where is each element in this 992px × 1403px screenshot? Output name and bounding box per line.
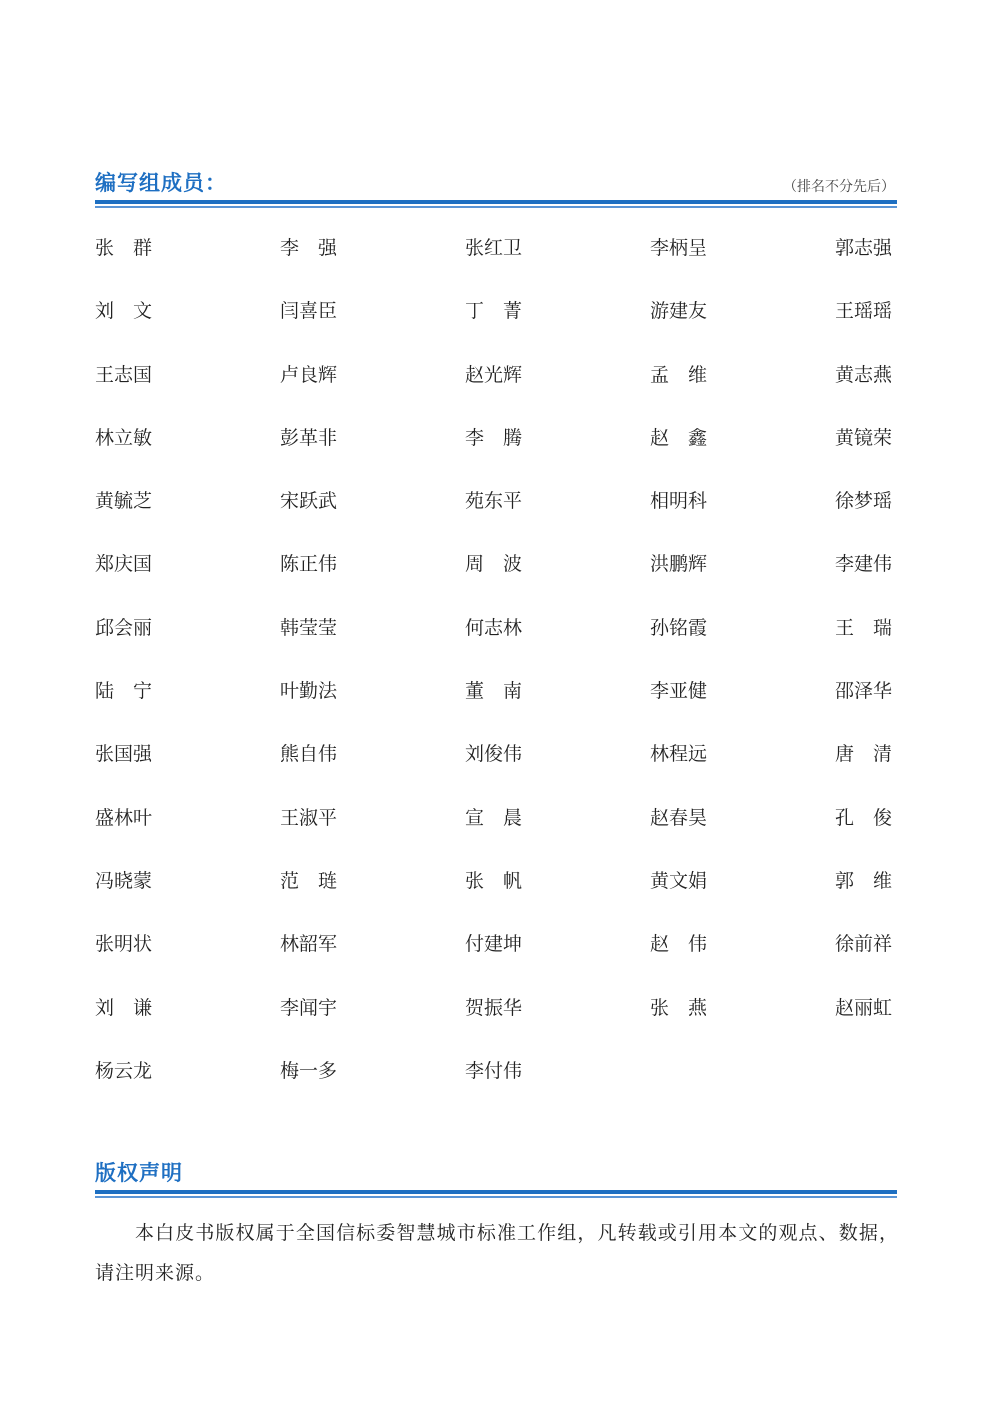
team-member-row — [95, 235, 897, 298]
team-member-name: 郭 维 — [835, 869, 893, 892]
team-member-name: 赵丽虹 — [835, 996, 893, 1019]
team-member-row — [95, 362, 897, 425]
team-member-name: 游建友 — [650, 300, 708, 323]
team-member-name: 李亚健 — [650, 680, 708, 703]
team-member-row — [95, 488, 897, 551]
team-member-name: 卢良辉 — [280, 363, 338, 386]
team-member-name: 张 帆 — [465, 869, 523, 892]
team-member-name: 刘 文 — [95, 300, 153, 323]
team-member-name: 李闻宇 — [280, 996, 338, 1019]
team-member-name: 黄志燕 — [835, 363, 893, 386]
team-member-name: 李 腾 — [465, 426, 523, 449]
team-member-row — [95, 551, 897, 614]
team-member-name: 孙铭霞 — [650, 616, 708, 639]
team-member-name: 洪鹏辉 — [650, 553, 708, 576]
team-member-name: 林程远 — [650, 743, 708, 766]
team-member-row — [95, 425, 897, 488]
team-member-name: 刘俊伟 — [465, 743, 523, 766]
team-member-name: 徐前祥 — [835, 933, 893, 956]
team-member-name: 宣 晨 — [465, 806, 523, 829]
team-member-name: 杨云龙 — [95, 1059, 153, 1082]
team-member-name: 李付伟 — [465, 1059, 523, 1082]
team-member-name: 林立敏 — [95, 426, 153, 449]
team-member-row — [95, 868, 897, 931]
team-member-name: 孟 维 — [650, 363, 708, 386]
team-member-name: 张国强 — [95, 743, 153, 766]
team-member-name: 黄文娟 — [650, 869, 708, 892]
team-member-name: 王志国 — [95, 363, 153, 386]
team-member-name: 周 波 — [465, 553, 523, 576]
team-member-name: 赵 鑫 — [650, 426, 708, 449]
team-member-name: 付建坤 — [465, 933, 523, 956]
team-member-name: 邵泽华 — [835, 680, 893, 703]
team-member-name: 孔 俊 — [835, 806, 893, 829]
team-member-name: 贺振华 — [465, 996, 523, 1019]
team-member-row — [95, 678, 897, 741]
team-member-name: 陈正伟 — [280, 553, 338, 576]
team-member-name: 韩莹莹 — [280, 616, 338, 639]
copyright-statement: 本白皮书版权属于全国信标委智慧城市标准工作组，凡转载或引用本文的观点、数据，请注明来源。 — [95, 1222, 899, 1284]
team-member-name: 赵春昊 — [650, 806, 708, 829]
team-member-name: 刘 谦 — [95, 996, 153, 1019]
team-member-name: 邱会丽 — [95, 616, 153, 639]
team-member-name: 宋跃武 — [280, 490, 338, 513]
team-member-name: 陆 宁 — [95, 680, 153, 703]
team-member-name: 丁 菁 — [465, 300, 523, 323]
team-member-grid — [95, 235, 897, 1121]
team-member-row — [95, 995, 897, 1058]
team-member-name: 张红卫 — [465, 237, 523, 259]
team-member-name: 张 燕 — [650, 996, 708, 1019]
team-member-name: 徐梦瑶 — [835, 490, 893, 513]
team-member-row — [95, 1058, 897, 1121]
team-member-name: 黄毓芝 — [95, 490, 153, 513]
team-member-row — [95, 931, 897, 994]
team-section-divider — [95, 200, 897, 208]
team-member-row — [95, 805, 897, 868]
team-member-name: 林韶军 — [280, 933, 338, 956]
team-member-name: 范 琏 — [280, 869, 338, 892]
team-member-name: 王 瑞 — [835, 616, 893, 639]
team-section-title: 编写组成员： — [95, 171, 227, 195]
team-member-name: 彭革非 — [280, 426, 338, 449]
copyright-section-header — [95, 1154, 897, 1184]
team-member-name: 何志林 — [465, 616, 523, 639]
team-member-name: 苑东平 — [465, 490, 523, 513]
team-member-name: 黄镜荣 — [835, 426, 893, 449]
team-member-name: 董 南 — [465, 680, 523, 703]
ranking-note: （排名不分先后） — [783, 179, 895, 195]
copyright-section-title: 版权声明 — [95, 1161, 183, 1185]
team-member-name: 冯晓蒙 — [95, 869, 153, 892]
team-member-name: 熊自伟 — [280, 743, 338, 766]
team-member-name: 李柄呈 — [650, 237, 708, 259]
team-member-name: 相明科 — [650, 490, 708, 513]
team-member-name: 王瑶瑶 — [835, 300, 893, 323]
team-member-name: 唐 清 — [835, 743, 893, 766]
team-member-name: 李建伟 — [835, 553, 893, 576]
team-member-name: 郑庆国 — [95, 553, 153, 576]
team-section-header — [95, 164, 897, 194]
team-member-name: 张 群 — [95, 237, 153, 259]
team-member-name: 梅一多 — [280, 1059, 338, 1082]
team-member-name: 叶勤法 — [280, 680, 338, 703]
team-member-name: 张明状 — [95, 933, 153, 956]
team-member-row — [95, 741, 897, 804]
team-member-name: 郭志强 — [835, 237, 893, 259]
team-member-row — [95, 298, 897, 361]
team-member-name: 李 强 — [280, 237, 338, 259]
team-member-name: 闫喜臣 — [280, 300, 338, 323]
team-member-row — [95, 615, 897, 678]
team-member-name: 王淑平 — [280, 806, 338, 829]
team-member-name: 赵 伟 — [650, 933, 708, 956]
team-member-name: 盛林叶 — [95, 806, 153, 829]
copyright-section-divider — [95, 1190, 897, 1198]
team-member-name: 赵光辉 — [465, 363, 523, 386]
